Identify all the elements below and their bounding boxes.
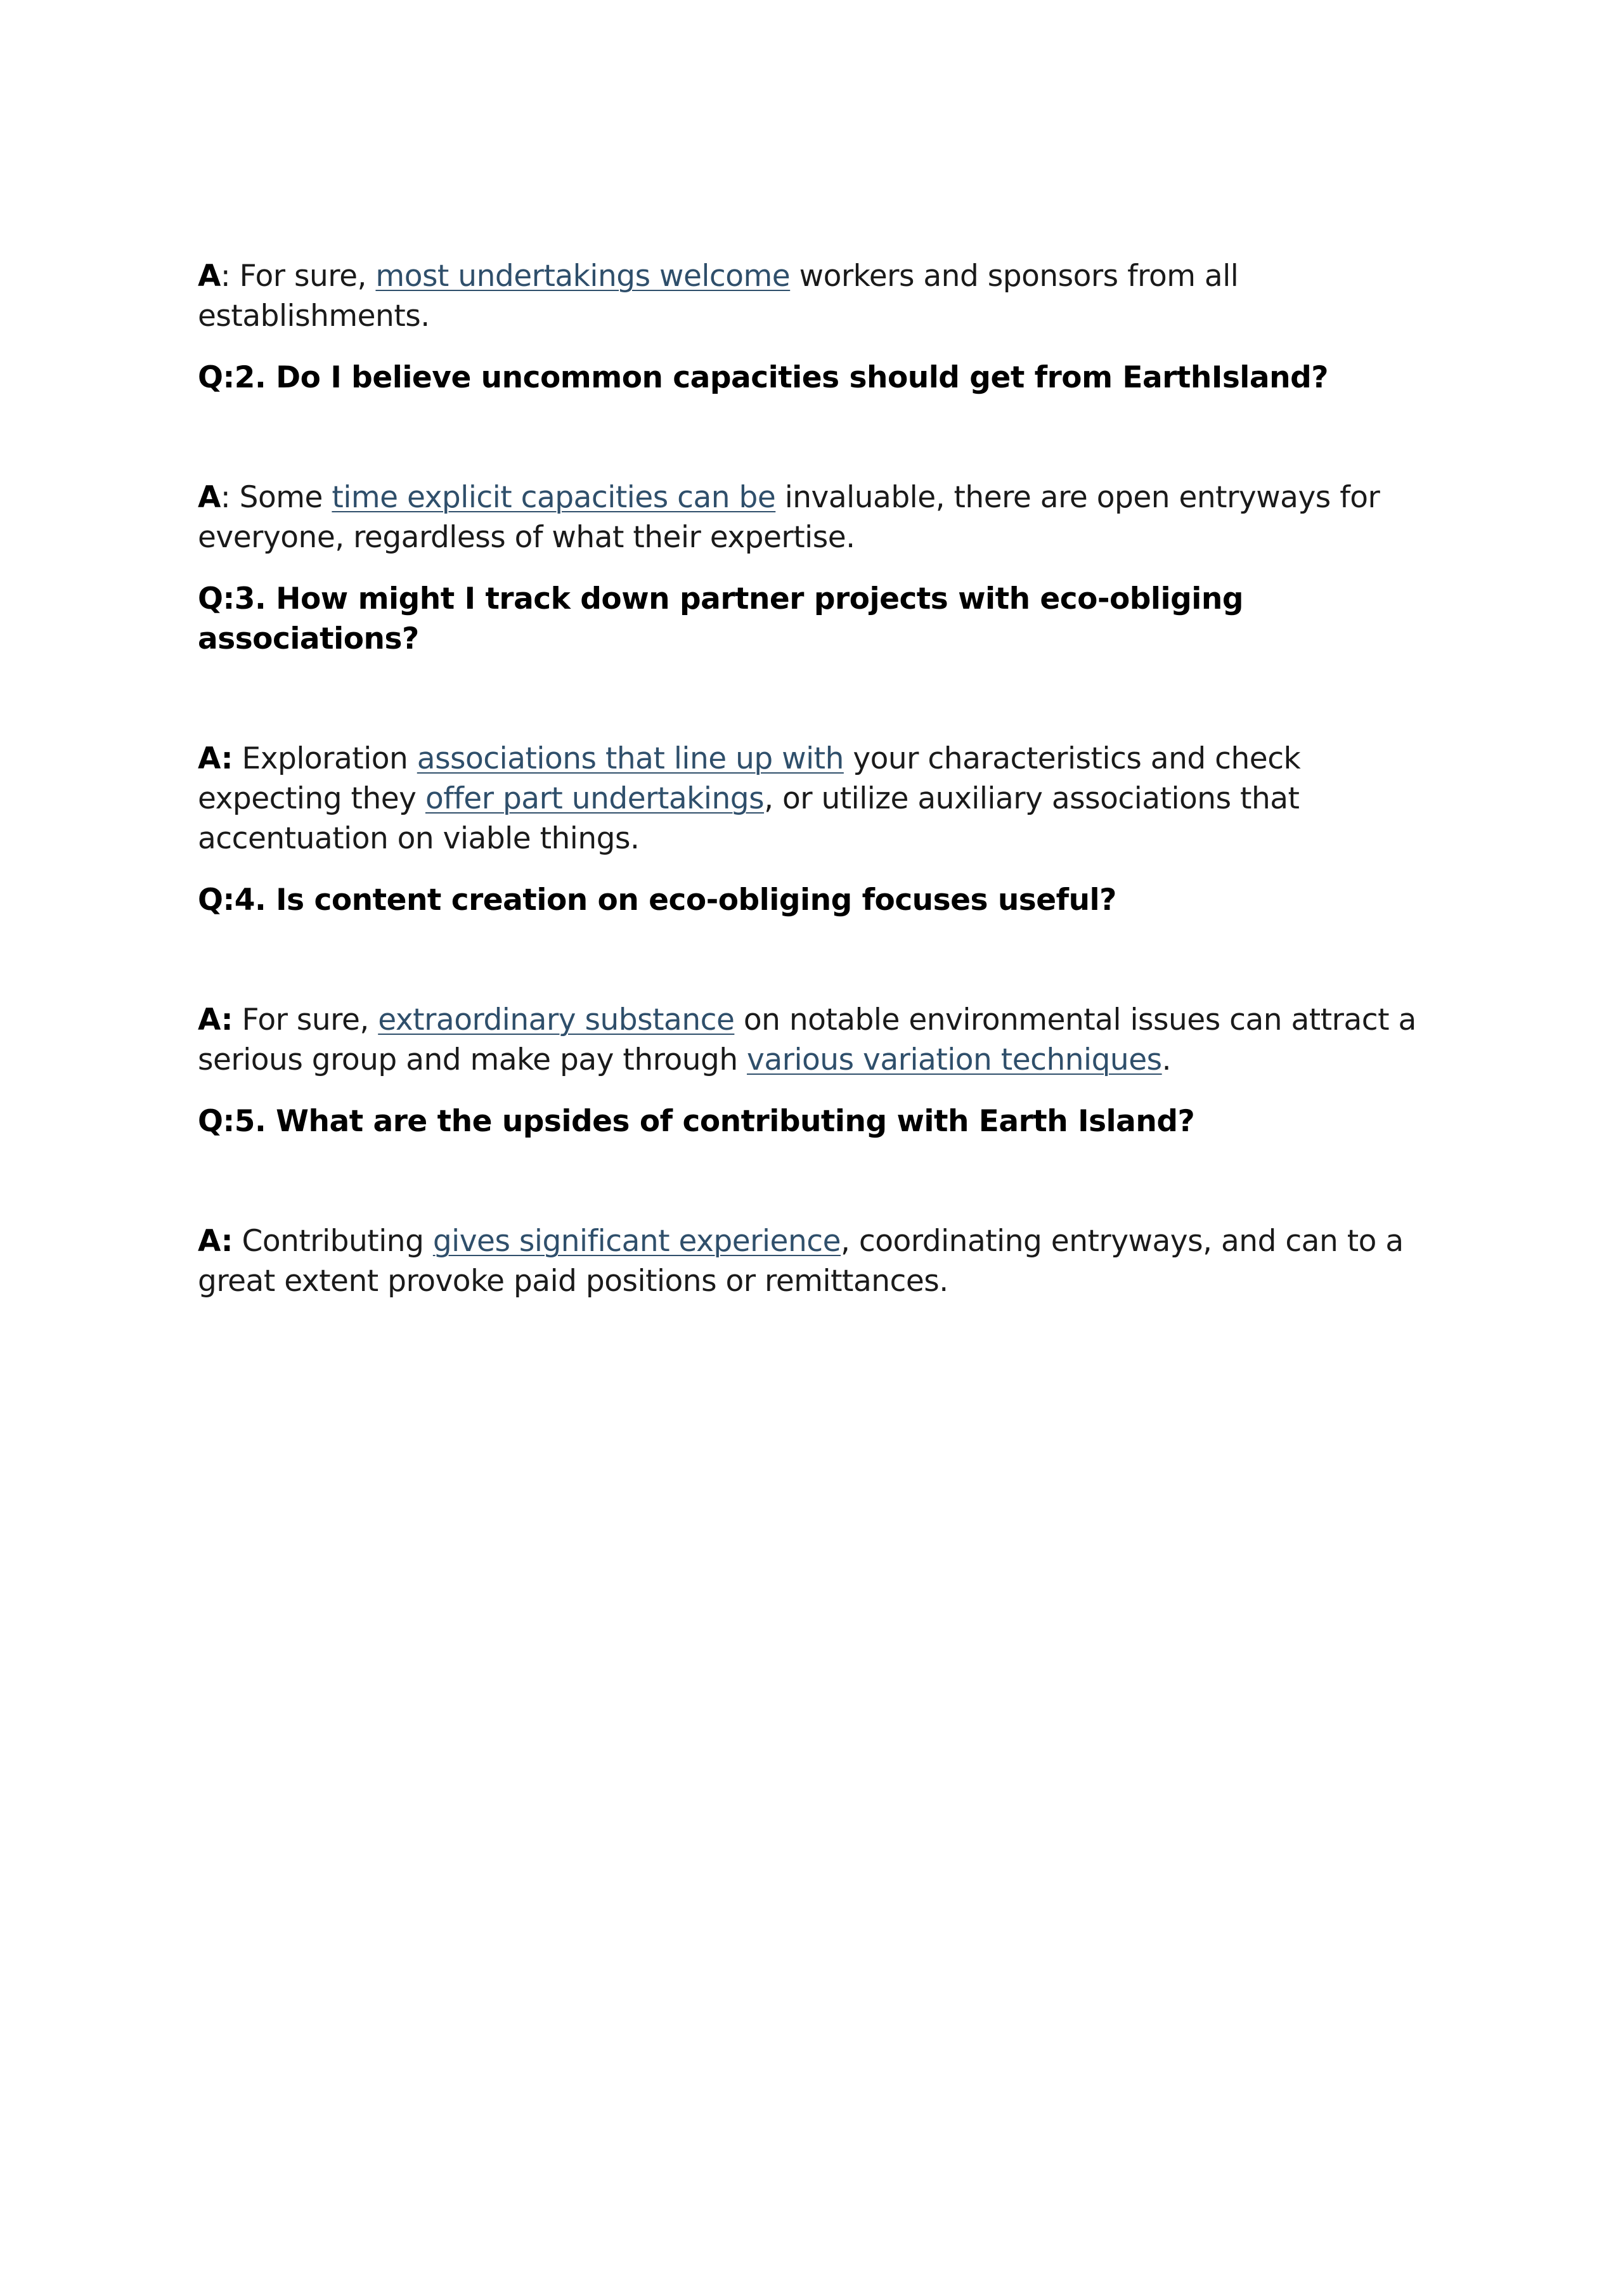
answer-text: invaluable, there are open entryways for everyone, regardless of what their expertise. [198, 480, 1380, 555]
answer-label: A: [198, 741, 233, 776]
answer-4 [198, 1000, 1440, 1080]
answer-separator: : [220, 259, 240, 294]
answer-3 [198, 739, 1440, 859]
answer-label: A: [198, 1002, 233, 1037]
answer-text: , or utilize auxiliary associations that accentuation on viable things. [198, 781, 1300, 856]
answer-link[interactable]: offer part undertakings [425, 781, 765, 816]
answer-separator: : [220, 480, 240, 515]
question-4: Q:4. Is content creation on eco-obliging focuses useful? [198, 883, 1116, 918]
answer-separator [233, 1224, 242, 1259]
answer-link[interactable]: most undertakings welcome [375, 259, 791, 294]
answer-text: your characteristics and check expecting they [198, 741, 1301, 816]
answer-text: For sure, [242, 1002, 378, 1037]
answer-text: Exploration [242, 741, 417, 776]
answer-2 [198, 477, 1440, 557]
answer-link[interactable]: associations that line up with [417, 741, 844, 776]
answer-link[interactable]: gives significant experience [432, 1224, 841, 1259]
question-3: Q:3. How might I track down partner projects with eco-obliging associations? [198, 581, 1243, 656]
answer-text: Some [239, 480, 332, 515]
question-2: Q:2. Do I believe uncommon capacities should get from EarthIsland? [198, 360, 1328, 395]
answer-text: . [1161, 1042, 1172, 1077]
answer-text: on notable environmental issues can attract a serious group and make pay through [198, 1002, 1416, 1077]
answer-separator [233, 1002, 242, 1037]
answer-label: A [198, 480, 221, 515]
answer-text: For sure, [239, 259, 376, 294]
answer-link[interactable]: various variation techniques [747, 1042, 1162, 1077]
answer-label: A: [198, 1224, 233, 1259]
answer-label: A [198, 259, 221, 294]
answer-link[interactable]: extraordinary substance [378, 1002, 735, 1037]
answer-text: , coordinating entryways, and can to a great extent provoke paid positions or remittances. [198, 1224, 1404, 1299]
answer-text: Contributing [242, 1224, 433, 1259]
answer-1 [198, 256, 1440, 336]
question-5: Q:5. What are the upsides of contributing with Earth Island? [198, 1104, 1195, 1139]
document-page [198, 256, 1440, 1301]
answer-separator [233, 741, 242, 776]
answer-5 [198, 1221, 1440, 1301]
answer-link[interactable]: time explicit capacities can be [332, 480, 776, 515]
answer-text: workers and sponsors from all establishments. [198, 259, 1239, 334]
